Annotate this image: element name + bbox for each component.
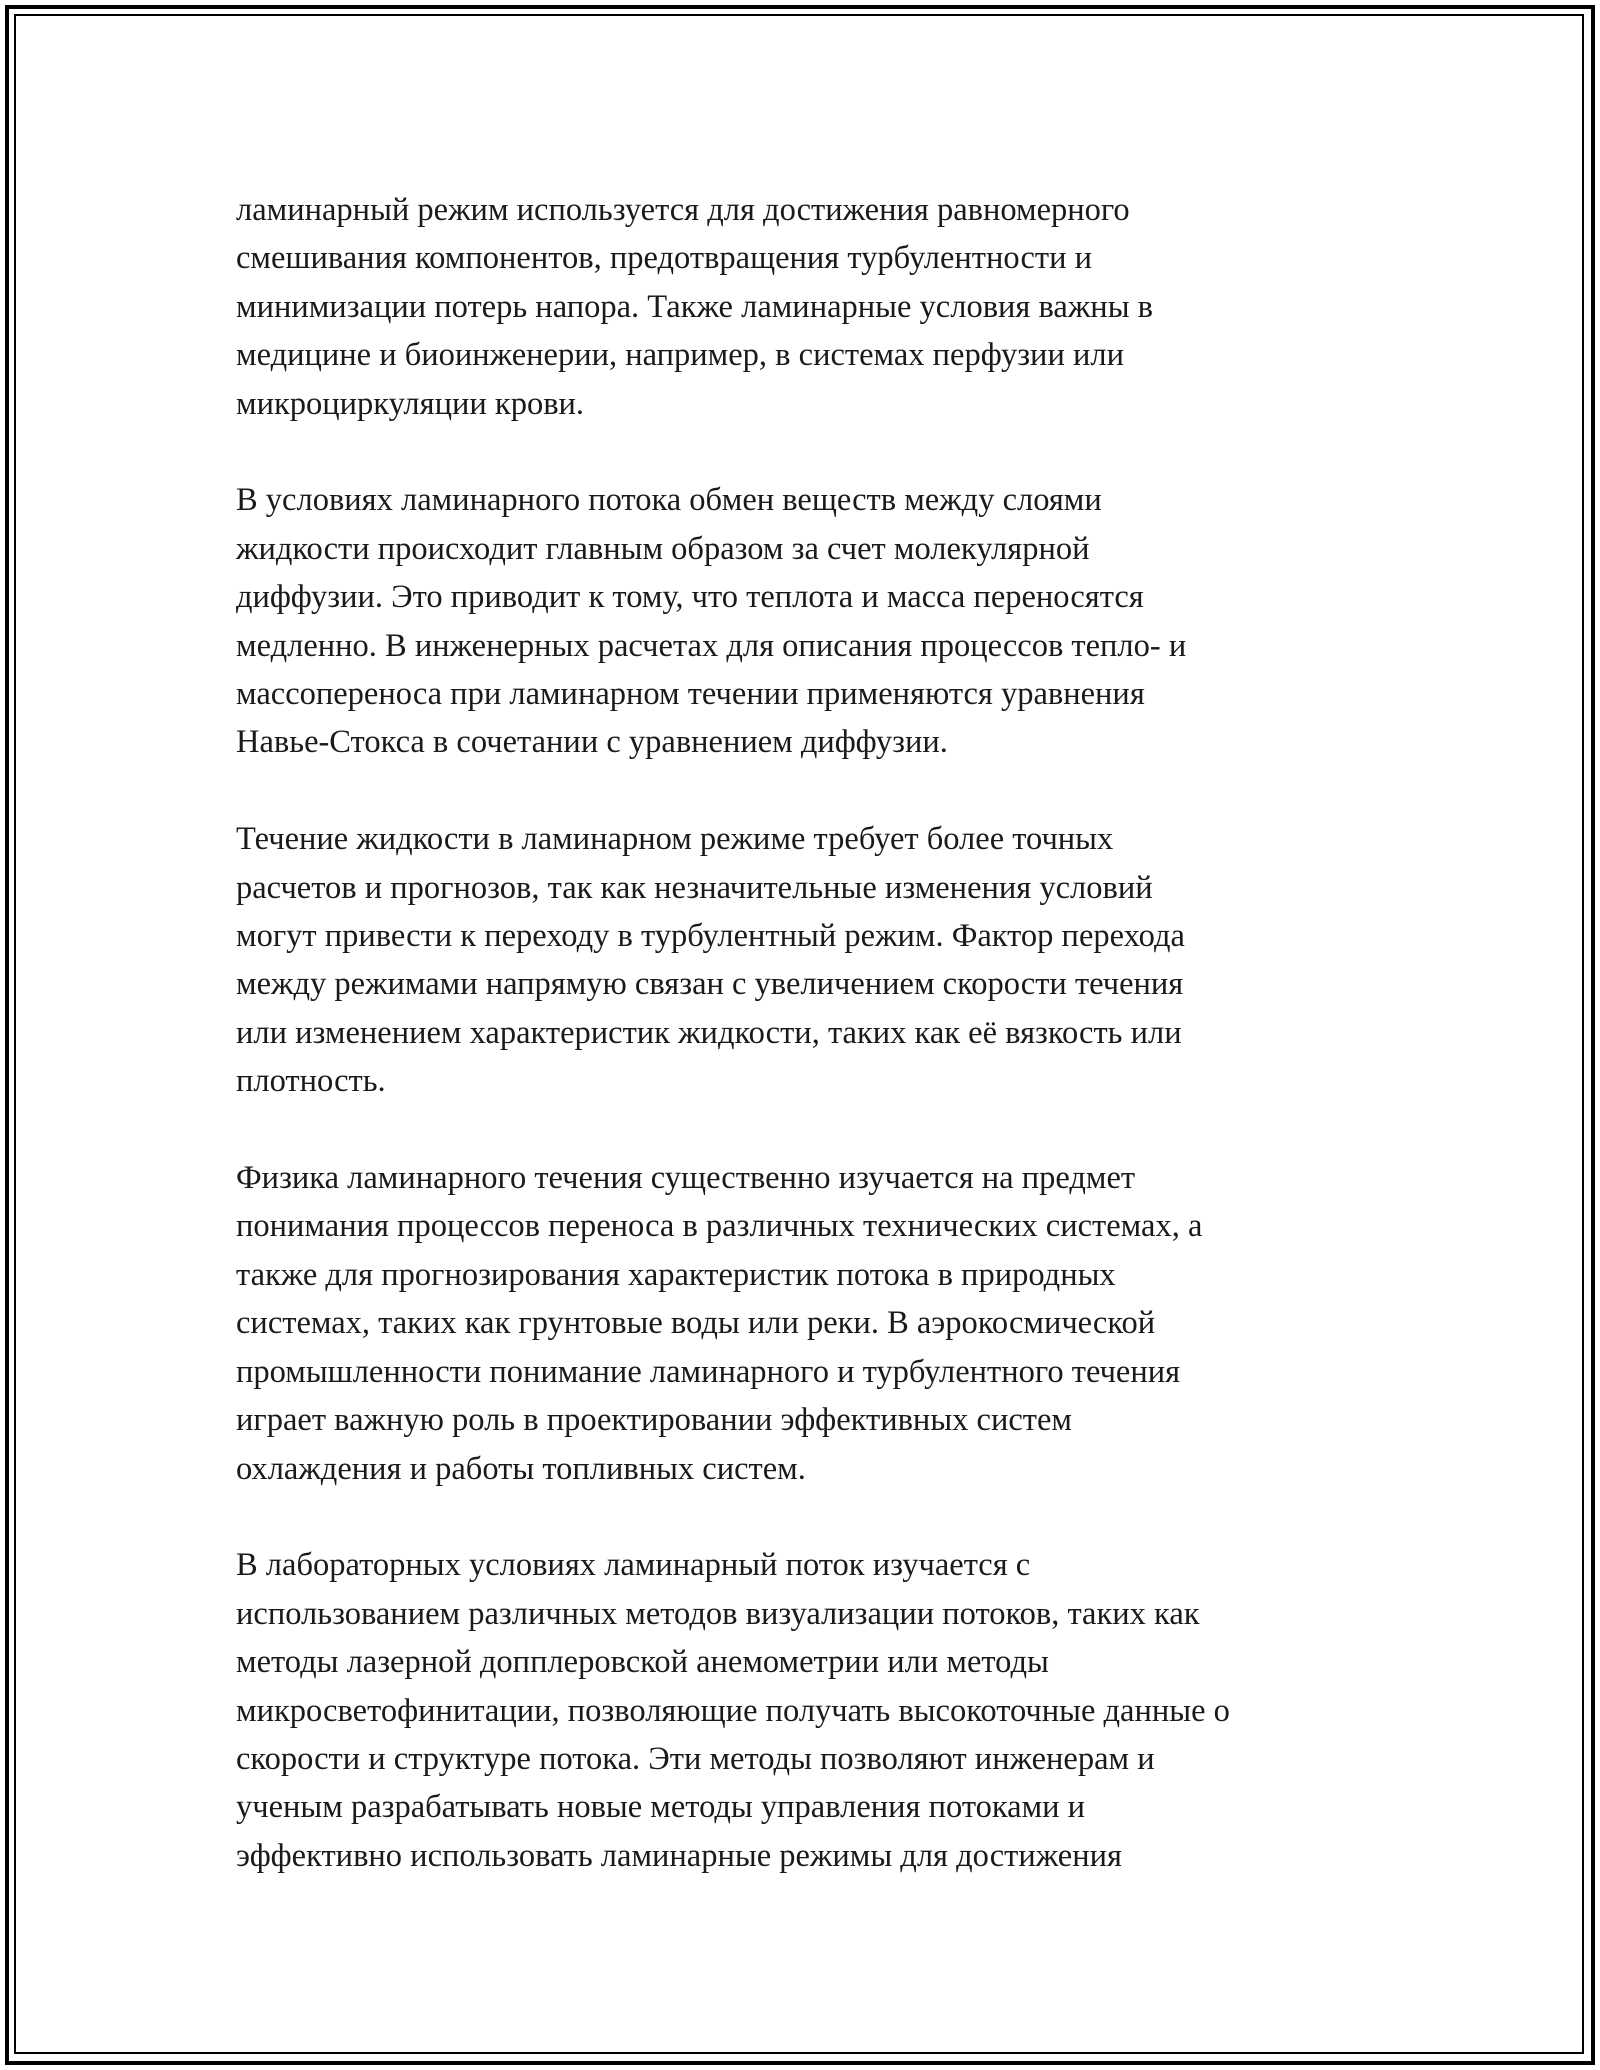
text-line: понимания процессов переноса в различных технических системах, а [236, 1208, 1203, 1245]
text-line: В условиях ламинарного потока обмен веществ между слоями [236, 482, 1102, 519]
text-line: плотность. [236, 1063, 386, 1100]
text-line: между режимами напрямую связан с увеличением скорости течения [236, 966, 1184, 1003]
text-line: массопереноса при ламинарном течении применяются уравнения [236, 676, 1145, 713]
text-line: В лабораторных условиях ламинарный поток изучается с [236, 1547, 1031, 1584]
text-line: эффективно использовать ламинарные режимы для достижения [236, 1837, 1122, 1874]
text-line: микроциркуляции крови. [236, 385, 585, 422]
document-body [236, 186, 1396, 1880]
text-line: расчетов и прогнозов, так как незначительные изменения условий [236, 869, 1153, 906]
text-line: использованием различных методов визуализации потоков, таких как [236, 1595, 1200, 1632]
text-line: методы лазерной допплеровской анемометрии или методы [236, 1644, 1049, 1681]
text-line: минимизации потерь напора. Также ламинарные условия важны в [236, 288, 1153, 325]
paragraph-3 [236, 815, 1396, 1105]
text-line: Физика ламинарного течения существенно изучается на предмет [236, 1160, 1136, 1197]
text-line: медицине и биоинженерии, например, в системах перфузии или [236, 337, 1124, 374]
text-line: жидкости происходит главным образом за счет молекулярной [236, 530, 1090, 567]
text-line: ученым разрабатывать новые методы управления потоками и [236, 1789, 1086, 1826]
text-line: диффузии. Это приводит к тому, что теплота и масса переносятся [236, 579, 1144, 616]
text-line: системах, таких как грунтовые воды или реки. В аэрокосмической [236, 1305, 1156, 1342]
text-line: также для прогнозирования характеристик потока в природных [236, 1256, 1116, 1293]
text-line: играет важную роль в проектировании эффективных систем [236, 1402, 1072, 1439]
text-line: смешивания компонентов, предотвращения турбулентности и [236, 240, 1092, 277]
text-line: медленно. В инженерных расчетах для описания процессов тепло- и [236, 627, 1187, 664]
text-line: скорости и структуре потока. Эти методы позволяют инженерам и [236, 1740, 1155, 1777]
text-line: микросветофинитации, позволяющие получать высокоточные данные о [236, 1692, 1230, 1729]
text-line: Течение жидкости в ламинарном режиме требует более точных [236, 821, 1114, 858]
text-line: промышленности понимание ламинарного и турбулентного течения [236, 1353, 1181, 1390]
text-line: охлаждения и работы топливных систем. [236, 1450, 806, 1487]
text-line: могут привести к переходу в турбулентный режим. Фактор перехода [236, 918, 1185, 955]
paragraph-1 [236, 186, 1396, 428]
text-line: или изменением характеристик жидкости, таких как её вязкость или [236, 1014, 1182, 1051]
text-line: Навье-Стокса в сочетании с уравнением диффузии. [236, 724, 948, 761]
paragraph-5 [236, 1541, 1396, 1880]
paragraph-2 [236, 476, 1396, 766]
paragraph-4 [236, 1154, 1396, 1493]
text-line: ламинарный режим используется для достижения равномерного [236, 192, 1130, 228]
